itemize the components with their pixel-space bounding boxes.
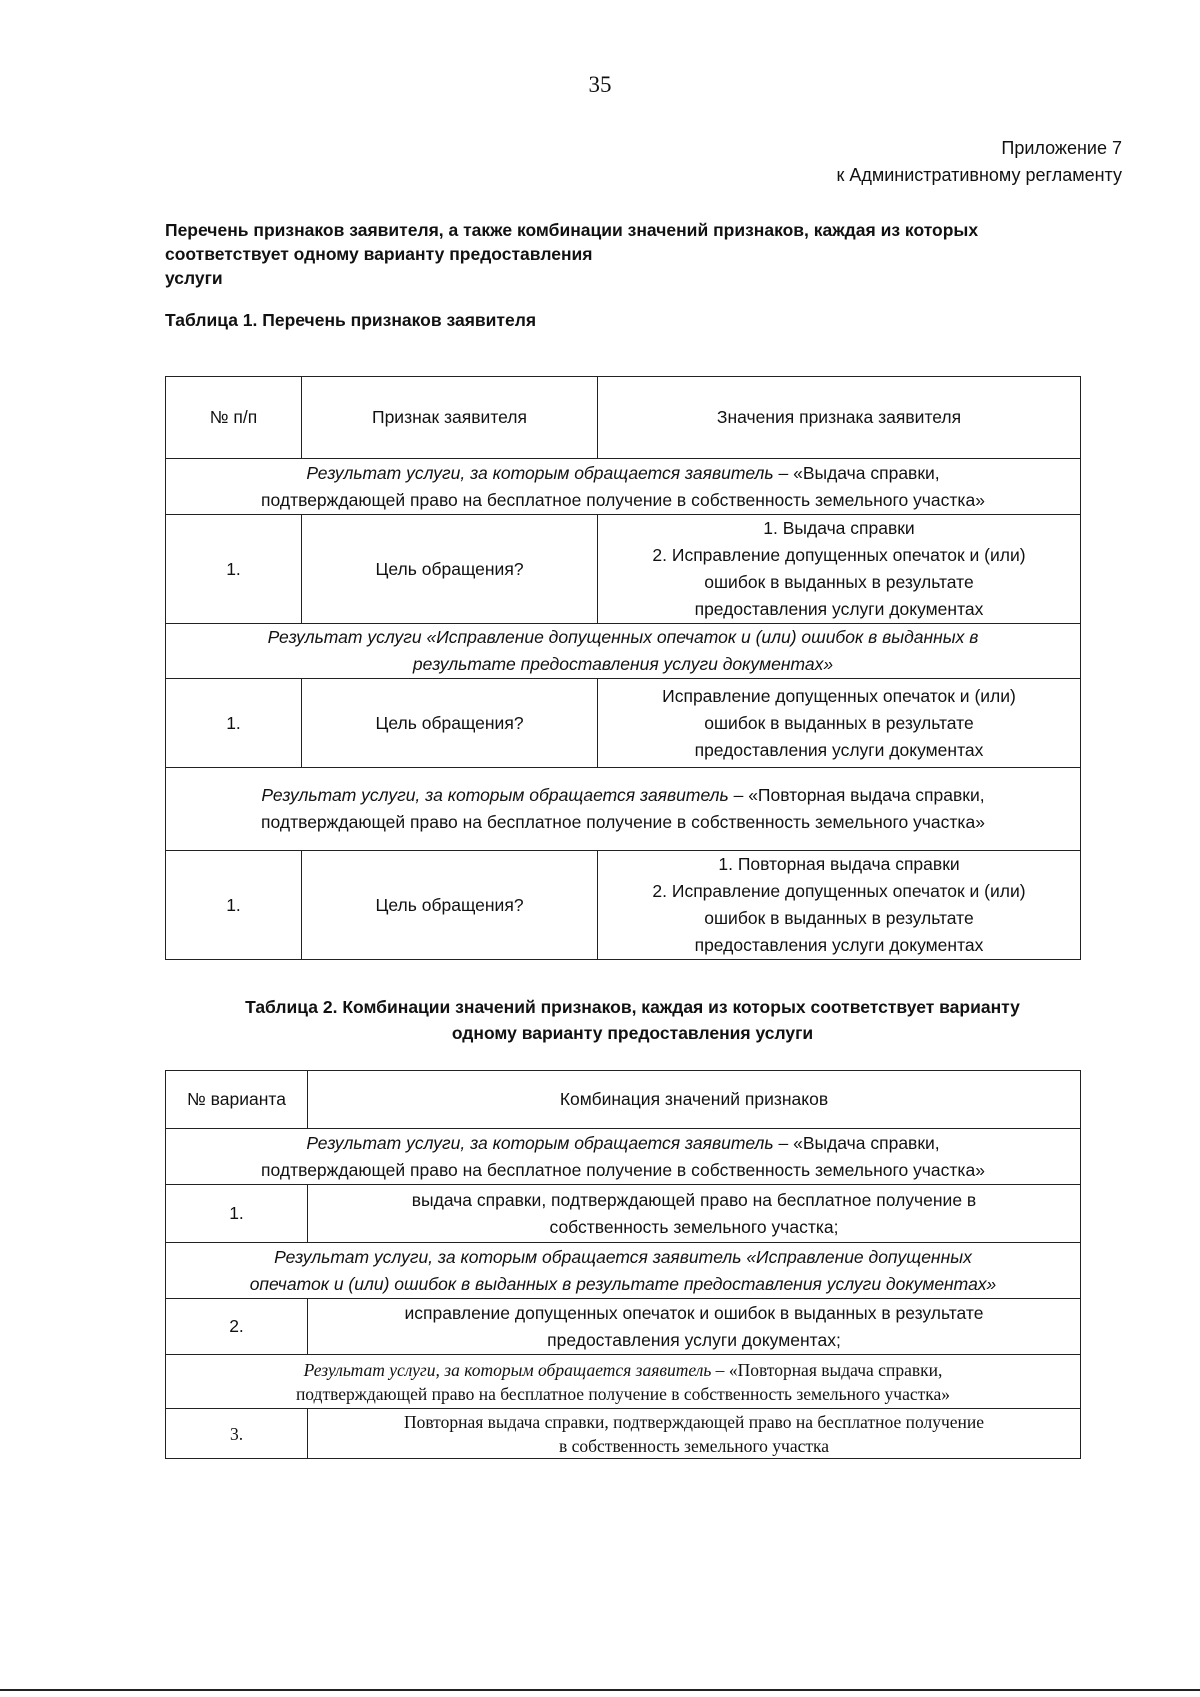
- row-number: 2.: [166, 1299, 308, 1355]
- row-values: [598, 515, 1081, 624]
- result-cell: [166, 1129, 1081, 1185]
- row-values: [598, 679, 1081, 768]
- result-row: [166, 459, 1081, 515]
- title-line-1: Перечень признаков заявителя, а также комбинации значений признаков, каждая из которых: [165, 220, 979, 240]
- table-row: [166, 1185, 1081, 1243]
- row-number: 1.: [166, 515, 302, 624]
- table-row: [166, 1409, 1081, 1459]
- title-line-2: соответствует одному варианту предоставления: [165, 244, 593, 264]
- result-text: Результат услуги, за которым обращается заявитель «Исправление допущенных: [274, 1246, 972, 1267]
- result-cell: [166, 459, 1081, 515]
- title-line-3: услуги: [165, 268, 223, 288]
- table-header-row: [166, 1071, 1081, 1129]
- combination-line: собственность земельного участка;: [549, 1216, 839, 1237]
- table2-caption: [165, 994, 1100, 1046]
- header-number: № п/п: [166, 377, 302, 459]
- value-line: 2. Исправление допущенных опечаток и (или): [652, 545, 1026, 565]
- row-number: 1.: [166, 1185, 308, 1243]
- value-line: 2. Исправление допущенных опечаток и (или): [652, 881, 1026, 901]
- scan-bottom-edge: [0, 1689, 1200, 1691]
- page-number: 35: [588, 72, 612, 97]
- header-values: Значения признака заявителя: [598, 377, 1081, 459]
- appendix-line-2: к Административному регламенту: [836, 165, 1122, 185]
- row-number: 1.: [166, 679, 302, 768]
- combination-line: выдача справки, подтверждающей право на бесплатное получение в: [411, 1189, 977, 1210]
- header-combination: Комбинация значений признаков: [308, 1071, 1081, 1129]
- result-cell: [166, 624, 1081, 679]
- row-feature: Цель обращения?: [302, 515, 598, 624]
- result-row: [166, 1355, 1081, 1409]
- table-row: [166, 679, 1081, 768]
- row-values: [598, 851, 1081, 960]
- result-text: Результат услуги, за которым обращается заявитель –: [306, 462, 789, 483]
- result-quote-cont: подтверждающей право на бесплатное получение в собственность земельного участка»: [261, 1159, 985, 1180]
- header-variant-number: № варианта: [166, 1071, 308, 1129]
- document-title: [165, 218, 1105, 290]
- value-line: ошибок в выданных в результате: [704, 712, 974, 733]
- value-line: 1. Выдача справки: [763, 518, 915, 538]
- row-feature: Цель обращения?: [302, 851, 598, 960]
- result-row: [166, 1243, 1081, 1299]
- result-quote: «Выдача справки,: [793, 1132, 940, 1153]
- result-cell: [166, 768, 1081, 851]
- result-text: Результат услуги «Исправление допущенных опечаток и (или) ошибок в выданных в: [267, 627, 979, 647]
- table1-caption: Таблица 1. Перечень признаков заявителя: [165, 310, 537, 330]
- result-cell: [166, 1355, 1081, 1409]
- result-text-cont: результате предоставления услуги документах»: [412, 654, 834, 674]
- table-row: [166, 515, 1081, 624]
- value-line: предоставления услуги документах: [694, 935, 984, 955]
- result-quote: «Повторная выдача справки,: [728, 1359, 943, 1380]
- result-row: [166, 624, 1081, 679]
- table-row: [166, 1299, 1081, 1355]
- combination-line: предоставления услуги документах;: [547, 1329, 841, 1350]
- applicant-features-table: [165, 376, 1081, 960]
- result-text: Результат услуги, за которым обращается заявитель –: [303, 1359, 725, 1380]
- value-line: ошибок в выданных в результате: [704, 908, 974, 928]
- row-combination: [308, 1185, 1081, 1243]
- value-line: Исправление допущенных опечаток и (или): [662, 685, 1016, 706]
- table2-caption-line-2: одному варианту предоставления услуги: [451, 1023, 814, 1043]
- value-line: ошибок в выданных в результате: [704, 572, 974, 592]
- value-line: предоставления услуги документах: [694, 739, 984, 760]
- table-header-row: [166, 377, 1081, 459]
- result-cell: [166, 1243, 1081, 1299]
- result-text-cont: опечаток и (или) ошибок в выданных в результате предоставления услуги документах»: [249, 1273, 997, 1294]
- appendix-note: [836, 135, 1122, 189]
- result-text: Результат услуги, за которым обращается заявитель –: [306, 1132, 789, 1153]
- feature-combinations-table: [165, 1070, 1081, 1459]
- table-row: [166, 851, 1081, 960]
- result-quote-cont: подтверждающей право на бесплатное получение в собственность земельного участка»: [261, 489, 985, 510]
- result-quote: «Выдача справки,: [793, 462, 940, 483]
- row-number: 1.: [166, 851, 302, 960]
- value-line: 1. Повторная выдача справки: [718, 854, 960, 874]
- appendix-line-1: Приложение 7: [1001, 138, 1122, 158]
- row-number: 3.: [166, 1409, 308, 1459]
- combination-line: в собственность земельного участка: [558, 1435, 830, 1456]
- row-combination: [308, 1299, 1081, 1355]
- combination-line: Повторная выдача справки, подтверждающей право на бесплатное получение: [403, 1411, 985, 1432]
- result-row: [166, 1129, 1081, 1185]
- header-feature: Признак заявителя: [302, 377, 598, 459]
- combination-line: исправление допущенных опечаток и ошибок в выданных в результате: [404, 1302, 984, 1323]
- result-quote: «Повторная выдача справки,: [748, 785, 985, 805]
- row-combination: [308, 1409, 1081, 1459]
- result-text: Результат услуги, за которым обращается заявитель –: [261, 785, 744, 805]
- table2-caption-line-1: Таблица 2. Комбинации значений признаков, каждая из которых соответствует варианту: [245, 997, 1020, 1017]
- result-row: [166, 768, 1081, 851]
- result-quote-cont: подтверждающей право на бесплатное получение в собственность земельного участка»: [261, 812, 985, 832]
- value-line: предоставления услуги документах: [694, 599, 984, 619]
- result-quote-cont: подтверждающей право на бесплатное получение в собственность земельного участка»: [295, 1383, 951, 1404]
- row-feature: Цель обращения?: [302, 679, 598, 768]
